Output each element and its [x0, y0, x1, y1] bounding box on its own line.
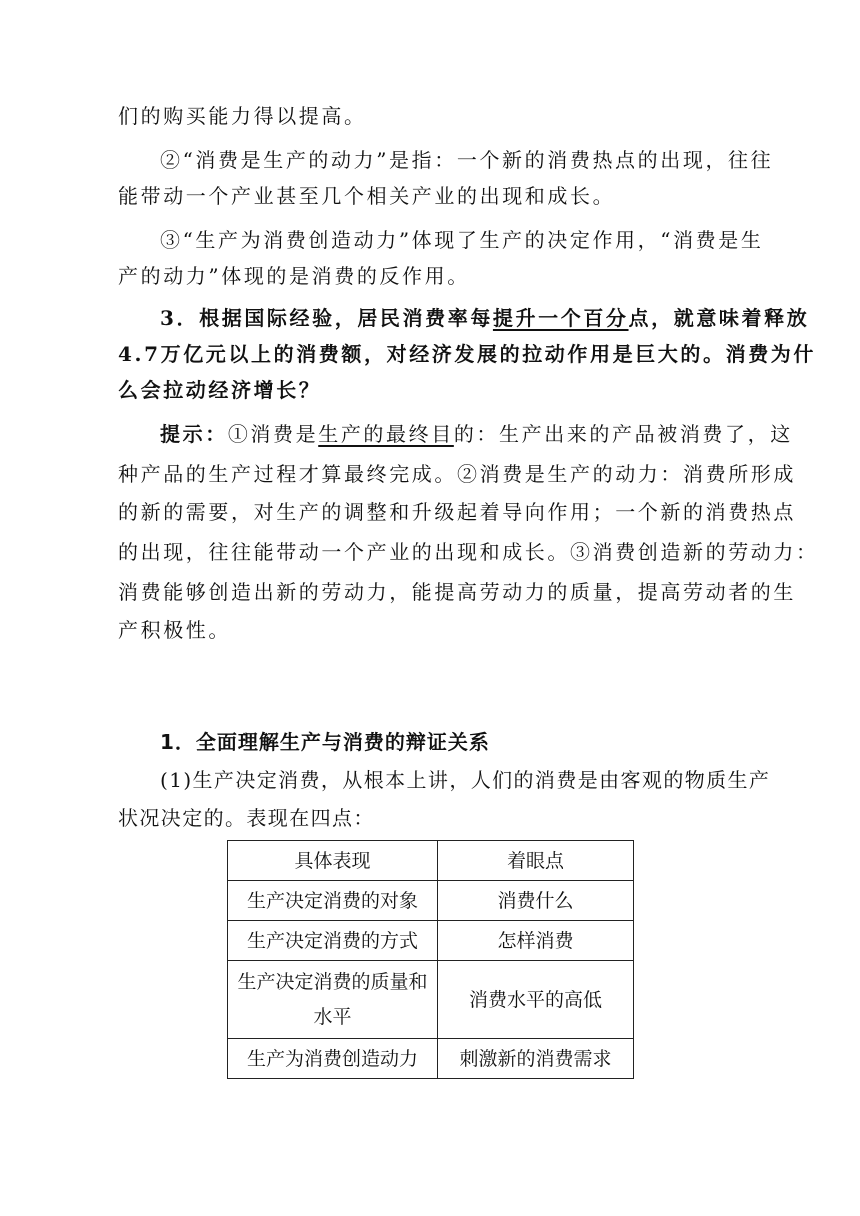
hint-label: 提示：	[160, 422, 228, 446]
table-cell: 消费什么	[438, 881, 634, 921]
section-intro: 状况决定的。表现在四点：	[118, 806, 375, 830]
question-text: 3．根据国际经验，居民消费率每	[160, 306, 493, 330]
table-cell: 生产决定消费的对象	[228, 881, 438, 921]
paragraph-line: ②“消费是生产的动力”是指：一个新的消费热点的出现，往往	[160, 148, 774, 172]
table-cell	[228, 961, 438, 1039]
paragraph-line: ③“生产为消费创造动力”体现了生产的决定作用，“消费是生	[160, 228, 764, 252]
question-3-line	[160, 306, 809, 330]
underlined-text: 提升一个百分	[492, 306, 629, 330]
section-heading: 1．全面理解生产与消费的辩证关系	[160, 730, 490, 754]
hint-line: 种产品的生产过程才算最终完成。②消费是生产的动力：消费所形成	[118, 462, 796, 486]
table-row	[228, 921, 634, 961]
table-header-cell: 着眼点	[438, 841, 634, 881]
table-cell: 生产决定消费的方式	[228, 921, 438, 961]
hint-line: 的新的需要，对生产的调整和升级起着导向作用；一个新的消费热点	[118, 500, 796, 524]
question-text: 点，就意味着释放	[628, 306, 810, 330]
hint-line: 消费能够创造出新的劳动力，能提高劳动力的质量，提高劳动者的生	[118, 580, 796, 604]
paragraph-line: 们的购买能力得以提高。	[118, 104, 367, 128]
table-cell: 生产为消费创造动力	[228, 1039, 438, 1079]
underlined-text: 生产的最终目	[318, 422, 454, 446]
hint-text: ①消费是	[227, 422, 319, 446]
table-cell-text: 生产决定消费的质量和水平	[237, 970, 428, 1028]
table-cell: 怎样消费	[438, 921, 634, 961]
hint-text: 的：生产出来的产品被消费了，这	[453, 422, 793, 446]
table-header-cell: 具体表现	[228, 841, 438, 881]
hint-line: 产积极性。	[118, 618, 231, 642]
section-intro: (1)生产决定消费，从根本上讲，人们的消费是由客观的物质生产	[160, 768, 771, 792]
table-header-row	[228, 841, 634, 881]
question-3-line: 4.7万亿元以上的消费额，对经济发展的拉动作用是巨大的。消费为什	[118, 342, 816, 366]
production-consumption-table	[227, 840, 634, 1079]
hint-line: 的出现，往往能带动一个产业的出现和成长。③消费创造新的劳动力：	[118, 540, 819, 564]
paragraph-line: 产的动力”体现的是消费的反作用。	[118, 264, 470, 288]
table-row	[228, 1039, 634, 1079]
hint-line	[160, 422, 793, 446]
table-cell: 刺激新的消费需求	[438, 1039, 634, 1079]
paragraph-line: 能带动一个产业甚至几个相关产业的出现和成长。	[118, 184, 616, 208]
table-row	[228, 961, 634, 1039]
table-cell: 消费水平的高低	[438, 961, 634, 1039]
question-3-line: 么会拉动经济增长？	[118, 378, 322, 402]
table-row	[228, 881, 634, 921]
